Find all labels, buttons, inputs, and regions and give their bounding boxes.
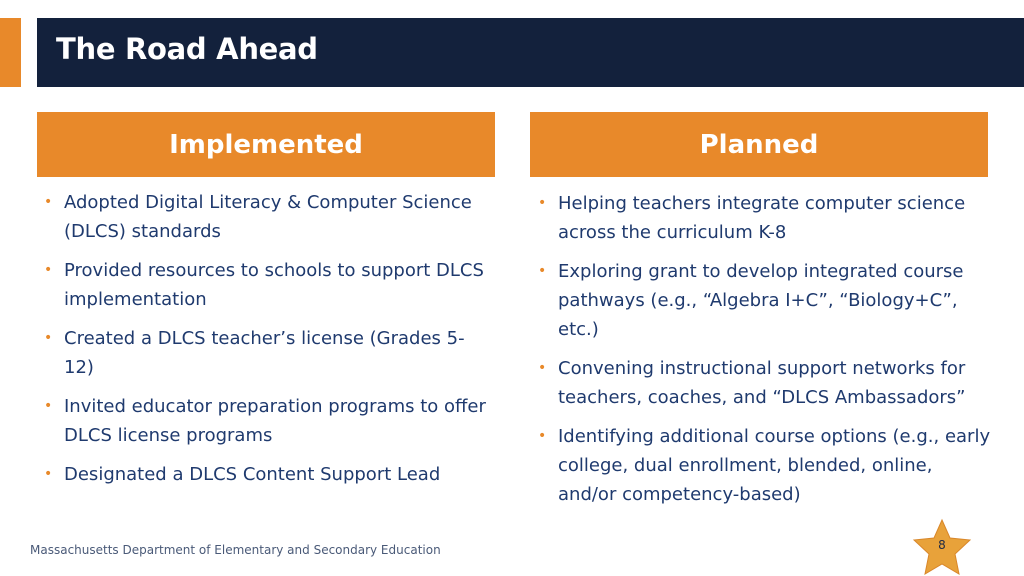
footer-organization: Massachusetts Department of Elementary and Secondary Education <box>30 543 441 557</box>
title-bar <box>37 18 1024 87</box>
list-item <box>42 256 494 314</box>
bullet-icon: • <box>538 263 547 279</box>
list-item-text: Provided resources to schools to support DLCS implementation <box>64 260 484 310</box>
list-item-text: Identifying additional course options (e.g., early college, dual enrollment, blended, online, and/or competency-based) <box>558 426 991 505</box>
list-item <box>42 324 494 382</box>
list-item <box>536 257 996 344</box>
bullet-icon: • <box>44 466 53 482</box>
list-item-text: Helping teachers integrate computer science across the curriculum K-8 <box>558 193 966 243</box>
implemented-header-label: Implemented <box>169 129 363 160</box>
list-item-text: Designated a DLCS Content Support Lead <box>64 464 441 485</box>
list-item <box>42 460 494 489</box>
implemented-list <box>42 188 494 499</box>
bullet-icon: • <box>538 360 547 376</box>
planned-header-label: Planned <box>699 129 819 160</box>
bullet-icon: • <box>538 195 547 211</box>
list-item-text: Created a DLCS teacher’s license (Grades 5-12) <box>64 328 465 378</box>
list-item <box>536 354 996 412</box>
bullet-icon: • <box>44 262 53 278</box>
planned-list <box>536 189 996 519</box>
list-item-text: Adopted Digital Literacy & Computer Science (DLCS) standards <box>64 192 472 242</box>
list-item-text: Invited educator preparation programs to offer DLCS license programs <box>64 396 486 446</box>
list-item-text: Exploring grant to develop integrated course pathways (e.g., “Algebra I+C”, “Biology+C”, etc.) <box>558 261 964 340</box>
implemented-header <box>37 112 495 177</box>
bullet-icon: • <box>44 194 53 210</box>
page-number: 8 <box>938 538 946 552</box>
list-item <box>42 188 494 246</box>
title-accent-bar <box>0 18 21 87</box>
planned-header <box>530 112 988 177</box>
bullet-icon: • <box>44 330 53 346</box>
bullet-icon: • <box>538 428 547 444</box>
list-item <box>536 189 996 247</box>
list-item <box>536 422 996 509</box>
slide-title: The Road Ahead <box>56 32 318 66</box>
list-item-text: Convening instructional support networks for teachers, coaches, and “DLCS Ambassadors” <box>558 358 966 408</box>
list-item <box>42 392 494 450</box>
bullet-icon: • <box>44 398 53 414</box>
